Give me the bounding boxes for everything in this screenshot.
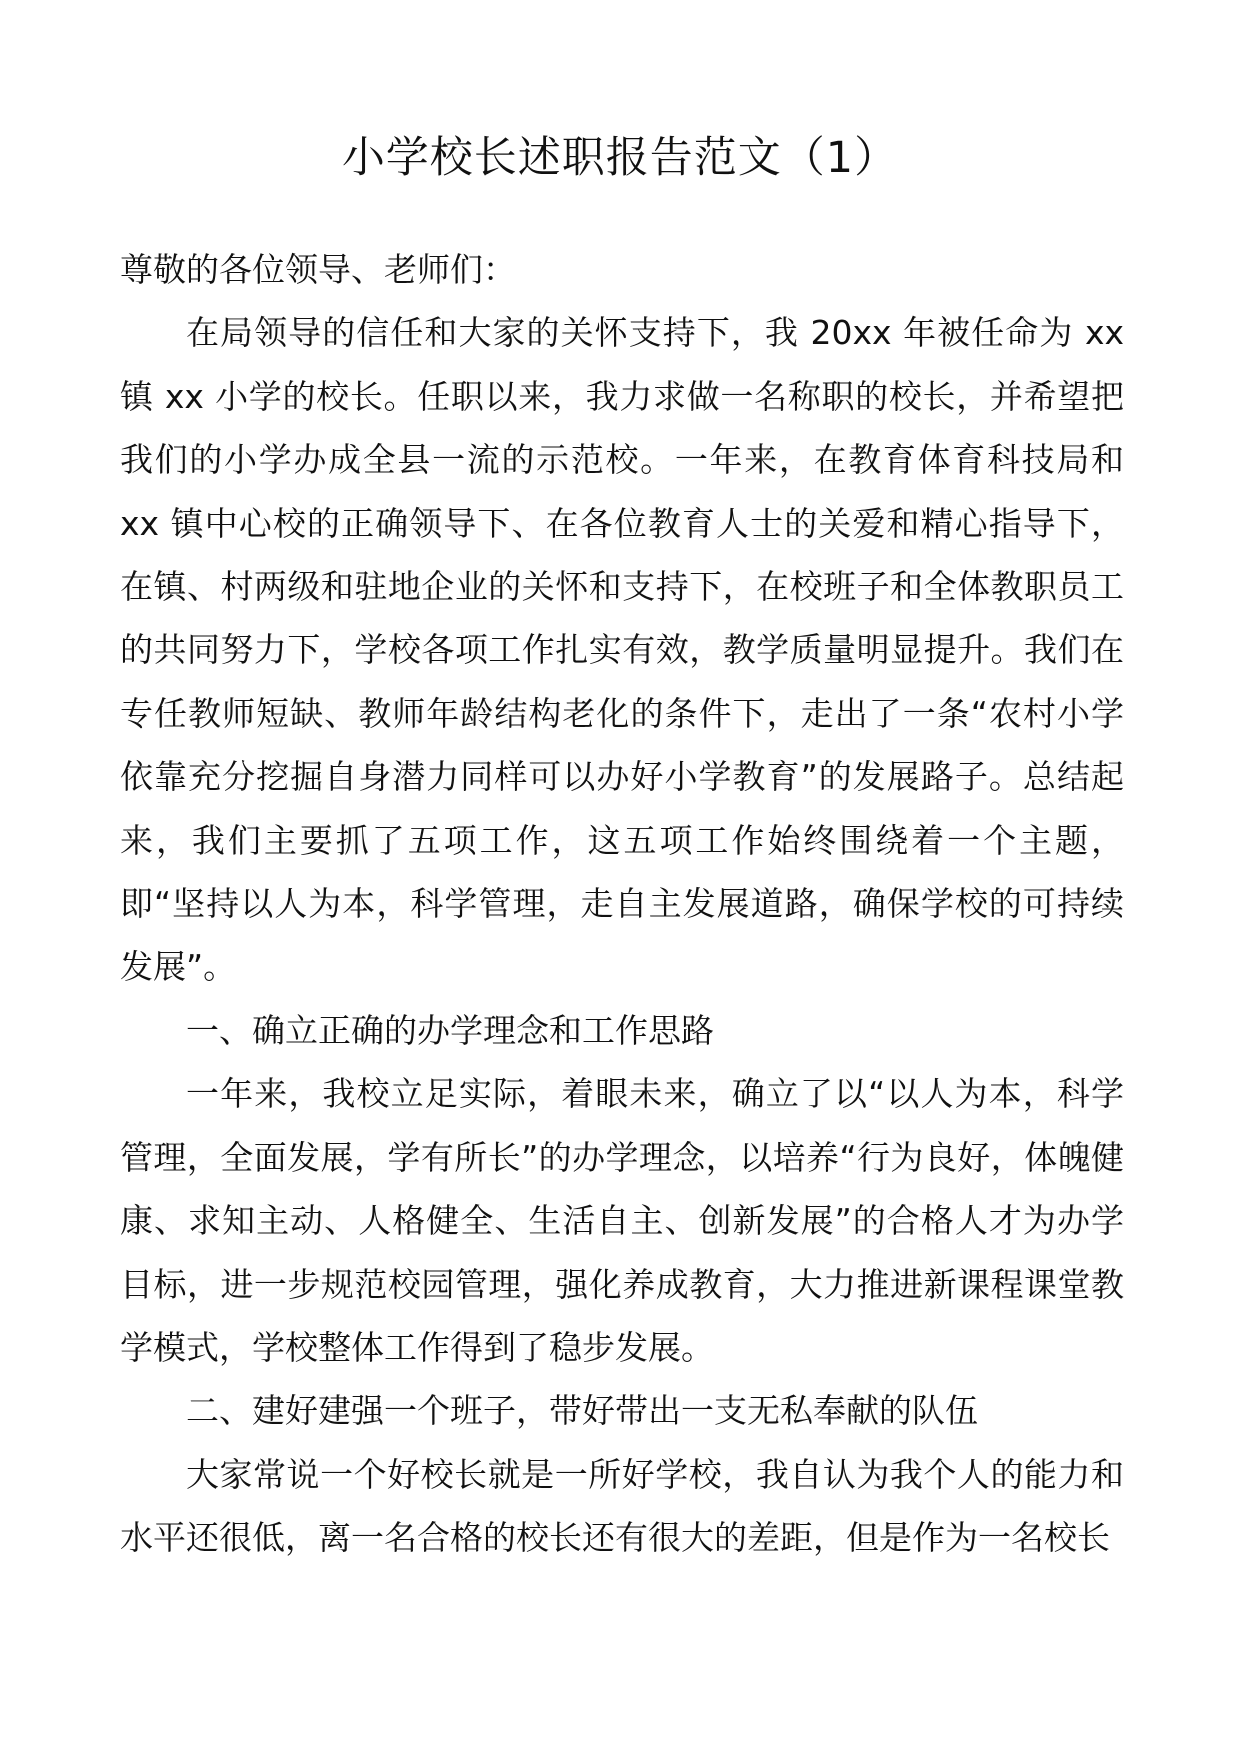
paragraph-section-2: 大家常说一个好校长就是一所好学校，我自认为我个人的能力和水平还很低，离一名合格的校长还有很大的差距，但是作为一名校长 <box>120 1454 1124 1558</box>
section-heading-2: 二、建好建强一个班子，带好带出一支无私奉献的队伍 <box>186 1391 978 1431</box>
document-title: 小学校长述职报告范文（1） <box>341 133 899 183</box>
section-heading-1: 一、确立正确的办学理念和工作思路 <box>186 1010 714 1050</box>
document-body <box>120 238 1124 1570</box>
salutation: 尊敬的各位领导、老师们： <box>120 250 516 289</box>
paragraph-intro: 在局领导的信任和大家的关怀支持下，我 20xx 年被任命为 xx 镇 xx 小学的校长。任职以来，我力求做一名称职的校长，并希望把我们的小学办成全县一流的示范校。一年来，在教育体育科技局和 xx 镇中心校的正确领导下、在各位教育人士的关爱和精心指导下，在镇、村两级和驻地企业的关怀和支持下，在校班子和全体教职员工的共同努力下，学校各项工作扎实有效，教学质量明显提升。我们在专任教师短缺、教师年龄结构老化的条件下，走出了一条“农村小学依靠充分挖掘自身潜力同样可以办好小学教育”的发展路子。总结起来，我们主要抓了五项工作，这五项工作始终围绕着一个主题，即“坚持以人为本，科学管理，走自主发展道路，确保学校的可持续发展”。 <box>120 313 1124 987</box>
paragraph-section-1: 一年来，我校立足实际，着眼未来，确立了以“以人为本，科学管理，全面发展，学有所长”的办学理念，以培养“行为良好，体魄健康、求知主动、人格健全、生活自主、创新发展”的合格人才为办学目标，进一步规范校园管理，强化养成教育，大力推进新课程课堂教学模式，学校整体工作得到了稳步发展。 <box>120 1074 1124 1367</box>
